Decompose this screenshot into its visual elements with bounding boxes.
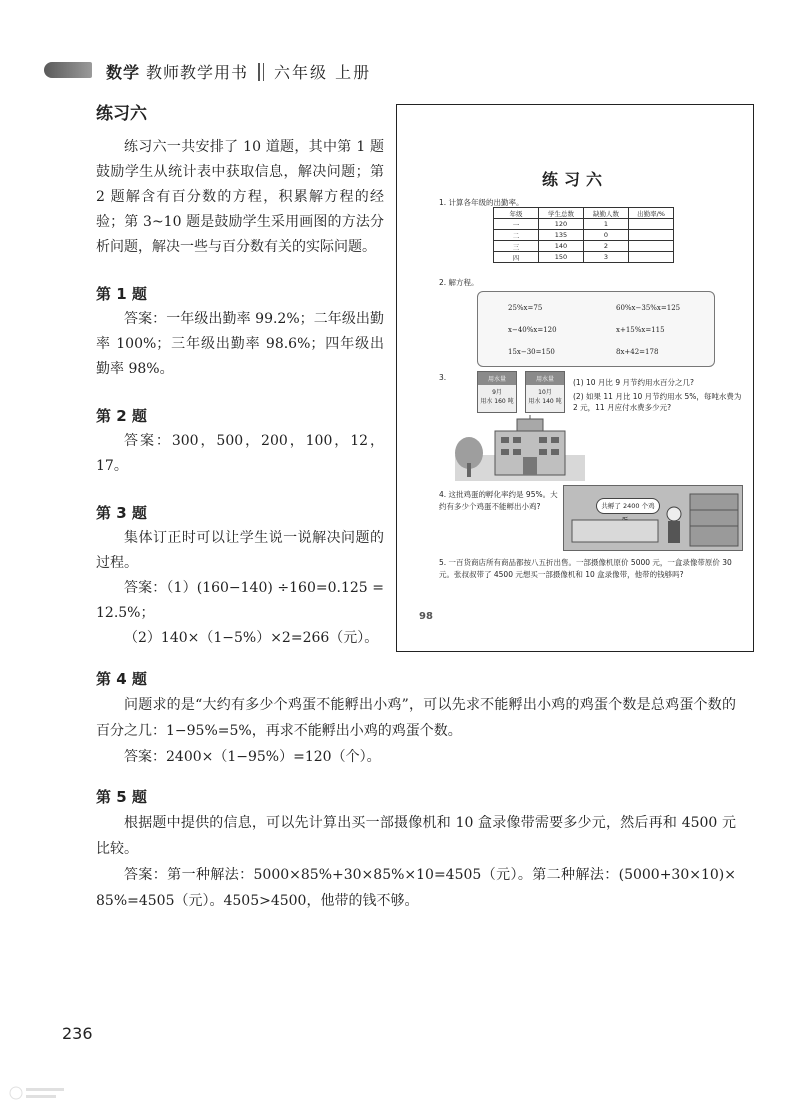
table-row xyxy=(494,252,674,263)
equation: 60%x−35%x=125 xyxy=(616,304,681,312)
equation-box xyxy=(477,291,715,367)
card-month: 9月 xyxy=(492,389,502,396)
table-cell xyxy=(629,241,674,252)
header-decor-bar xyxy=(44,62,92,78)
table-cell xyxy=(629,219,674,230)
textbook-q1: 1. 计算各年级的出勤率。 xyxy=(439,198,524,207)
table-cell: 一 xyxy=(494,219,539,230)
table-cell: 140 xyxy=(539,241,584,252)
running-header xyxy=(106,60,371,83)
q2-answer: 答案：300，500，200，100，12，17。 xyxy=(96,433,384,474)
table-cell: 三 xyxy=(494,241,539,252)
table-cell xyxy=(629,252,674,263)
page-number: 236 xyxy=(62,1024,93,1043)
left-column xyxy=(96,102,384,651)
speech-bubble: 共孵了 2400 个鸡 xyxy=(596,498,660,514)
header-subject: 数学 xyxy=(106,63,141,82)
q3-answer-1: 答案：（1）(160−140) ÷160=0.125 = 12.5%； xyxy=(96,580,384,621)
equation: 25%x=75 xyxy=(508,304,543,312)
water-usage-card-october xyxy=(525,371,565,413)
table-cell: 135 xyxy=(539,230,584,241)
table-cell xyxy=(629,230,674,241)
q3-text: 集体订正时可以让学生说一说解决问题的过程。 xyxy=(96,530,384,571)
textbook-q4: 4. 这批鸡蛋的孵化率约是 95%。大约有多少个鸡蛋不能孵出小鸡? xyxy=(439,490,558,511)
q5-text: 根据题中提供的信息，可以先计算出买一部摄像机和 10 盒录像带需要多少元，然后再和 4500 元比较。 xyxy=(96,815,736,857)
table-cell: 3 xyxy=(584,252,629,263)
table-cell: 四 xyxy=(494,252,539,263)
textbook-q3-1: (1) 10 月比 9 月节约用水百分之几? xyxy=(573,378,694,387)
q5-answer: 答案：第一种解法：5000×85%+30×85%×10=4505（元）。第二种解法：(5000+30×10)× 85%=4505（元）。4505>4500，他带的钱不够。 xyxy=(96,867,736,909)
q4-text: 问题求的是“大约有多少个鸡蛋不能孵出小鸡”，可以先求不能孵出小鸡的鸡蛋个数是总鸡蛋个数的百分之几：1−95%=5%，再求不能孵出小鸡的鸡蛋个数。 xyxy=(96,697,736,739)
table-cell: 1 xyxy=(584,219,629,230)
textbook-q3-2: (2) 如果 11 月比 10 月节约用水 5%，每吨水费为 2 元，11 月应付水费多少元? xyxy=(573,392,742,412)
q3-answer-2: （2）140×（1−5%）×2=266（元）。 xyxy=(124,630,379,646)
card-label: 用水量 xyxy=(478,372,516,385)
attendance-table xyxy=(493,207,674,263)
table-cell: 150 xyxy=(539,252,584,263)
table-header-row xyxy=(494,208,674,219)
equation: x−40%x=120 xyxy=(508,326,557,334)
full-width-column xyxy=(96,666,736,914)
table-cell: 二 xyxy=(494,230,539,241)
table-row xyxy=(494,230,674,241)
card-usage: 用水 160 吨 xyxy=(480,398,514,405)
section-title: 练习六 xyxy=(96,104,147,124)
card-label: 用水量 xyxy=(526,372,564,385)
watermark-logo xyxy=(8,1082,68,1104)
table-cell: 120 xyxy=(539,219,584,230)
intro-paragraph: 练习六一共安排了 10 道题，其中第 1 题鼓励学生从统计表中获取信息，解决问题；第 2 题解含有百分数的方程，积累解方程的经验；第 3~10 题是鼓励学生采用画图的方法分析问题，解决一些与百分数有关的实际问题。 xyxy=(96,139,384,255)
table-row xyxy=(494,241,674,252)
q4-answer: 答案：2400×（1−95%）=120（个）。 xyxy=(124,749,381,765)
q3-title: 第 3 题 xyxy=(96,504,147,522)
card-month: 10月 xyxy=(538,389,552,396)
header-book: 教师教学用书 xyxy=(146,63,249,82)
water-usage-card-september xyxy=(477,371,517,413)
textbook-page-number: 98 xyxy=(419,611,433,622)
q1-title: 第 1 题 xyxy=(96,285,147,303)
table-header: 年级 xyxy=(494,208,539,219)
q5-title: 第 5 题 xyxy=(96,788,147,806)
textbook-page-image xyxy=(396,104,754,652)
q4-title: 第 4 题 xyxy=(96,670,147,688)
equation: x+15%x=115 xyxy=(616,326,665,334)
equation: 15x−30=150 xyxy=(508,348,555,356)
table-header: 学生总数 xyxy=(539,208,584,219)
school-building-illustration xyxy=(455,415,585,481)
table-cell: 2 xyxy=(584,241,629,252)
table-header: 出勤率/% xyxy=(629,208,674,219)
card-usage: 用水 140 吨 xyxy=(528,398,562,405)
header-grade: 六年级 上册 xyxy=(274,63,372,82)
q2-title: 第 2 题 xyxy=(96,407,147,425)
textbook-q3-number: 3. xyxy=(439,373,447,382)
hatchery-illustration xyxy=(563,485,743,551)
textbook-title: 练习六 xyxy=(541,170,608,189)
textbook-q2: 2. 解方程。 xyxy=(439,278,479,287)
table-row xyxy=(494,219,674,230)
header-separator xyxy=(258,63,264,81)
table-cell: 0 xyxy=(584,230,629,241)
q1-answer: 答案：一年级出勤率 99.2%；二年级出勤率 100%；三年级出勤率 98.6%；四年级出勤率 98%。 xyxy=(96,311,384,377)
equation: 8x+42=178 xyxy=(616,348,659,356)
textbook-q5: 5. 一百货商店所有商品都按八五折出售。一部摄像机原价 5000 元，一盒录像带原价 30 元。张叔叔带了 4500 元想买一部摄像机和 10 盒录像带，他带的钱够吗? xyxy=(439,558,732,579)
table-header: 缺勤人数 xyxy=(584,208,629,219)
